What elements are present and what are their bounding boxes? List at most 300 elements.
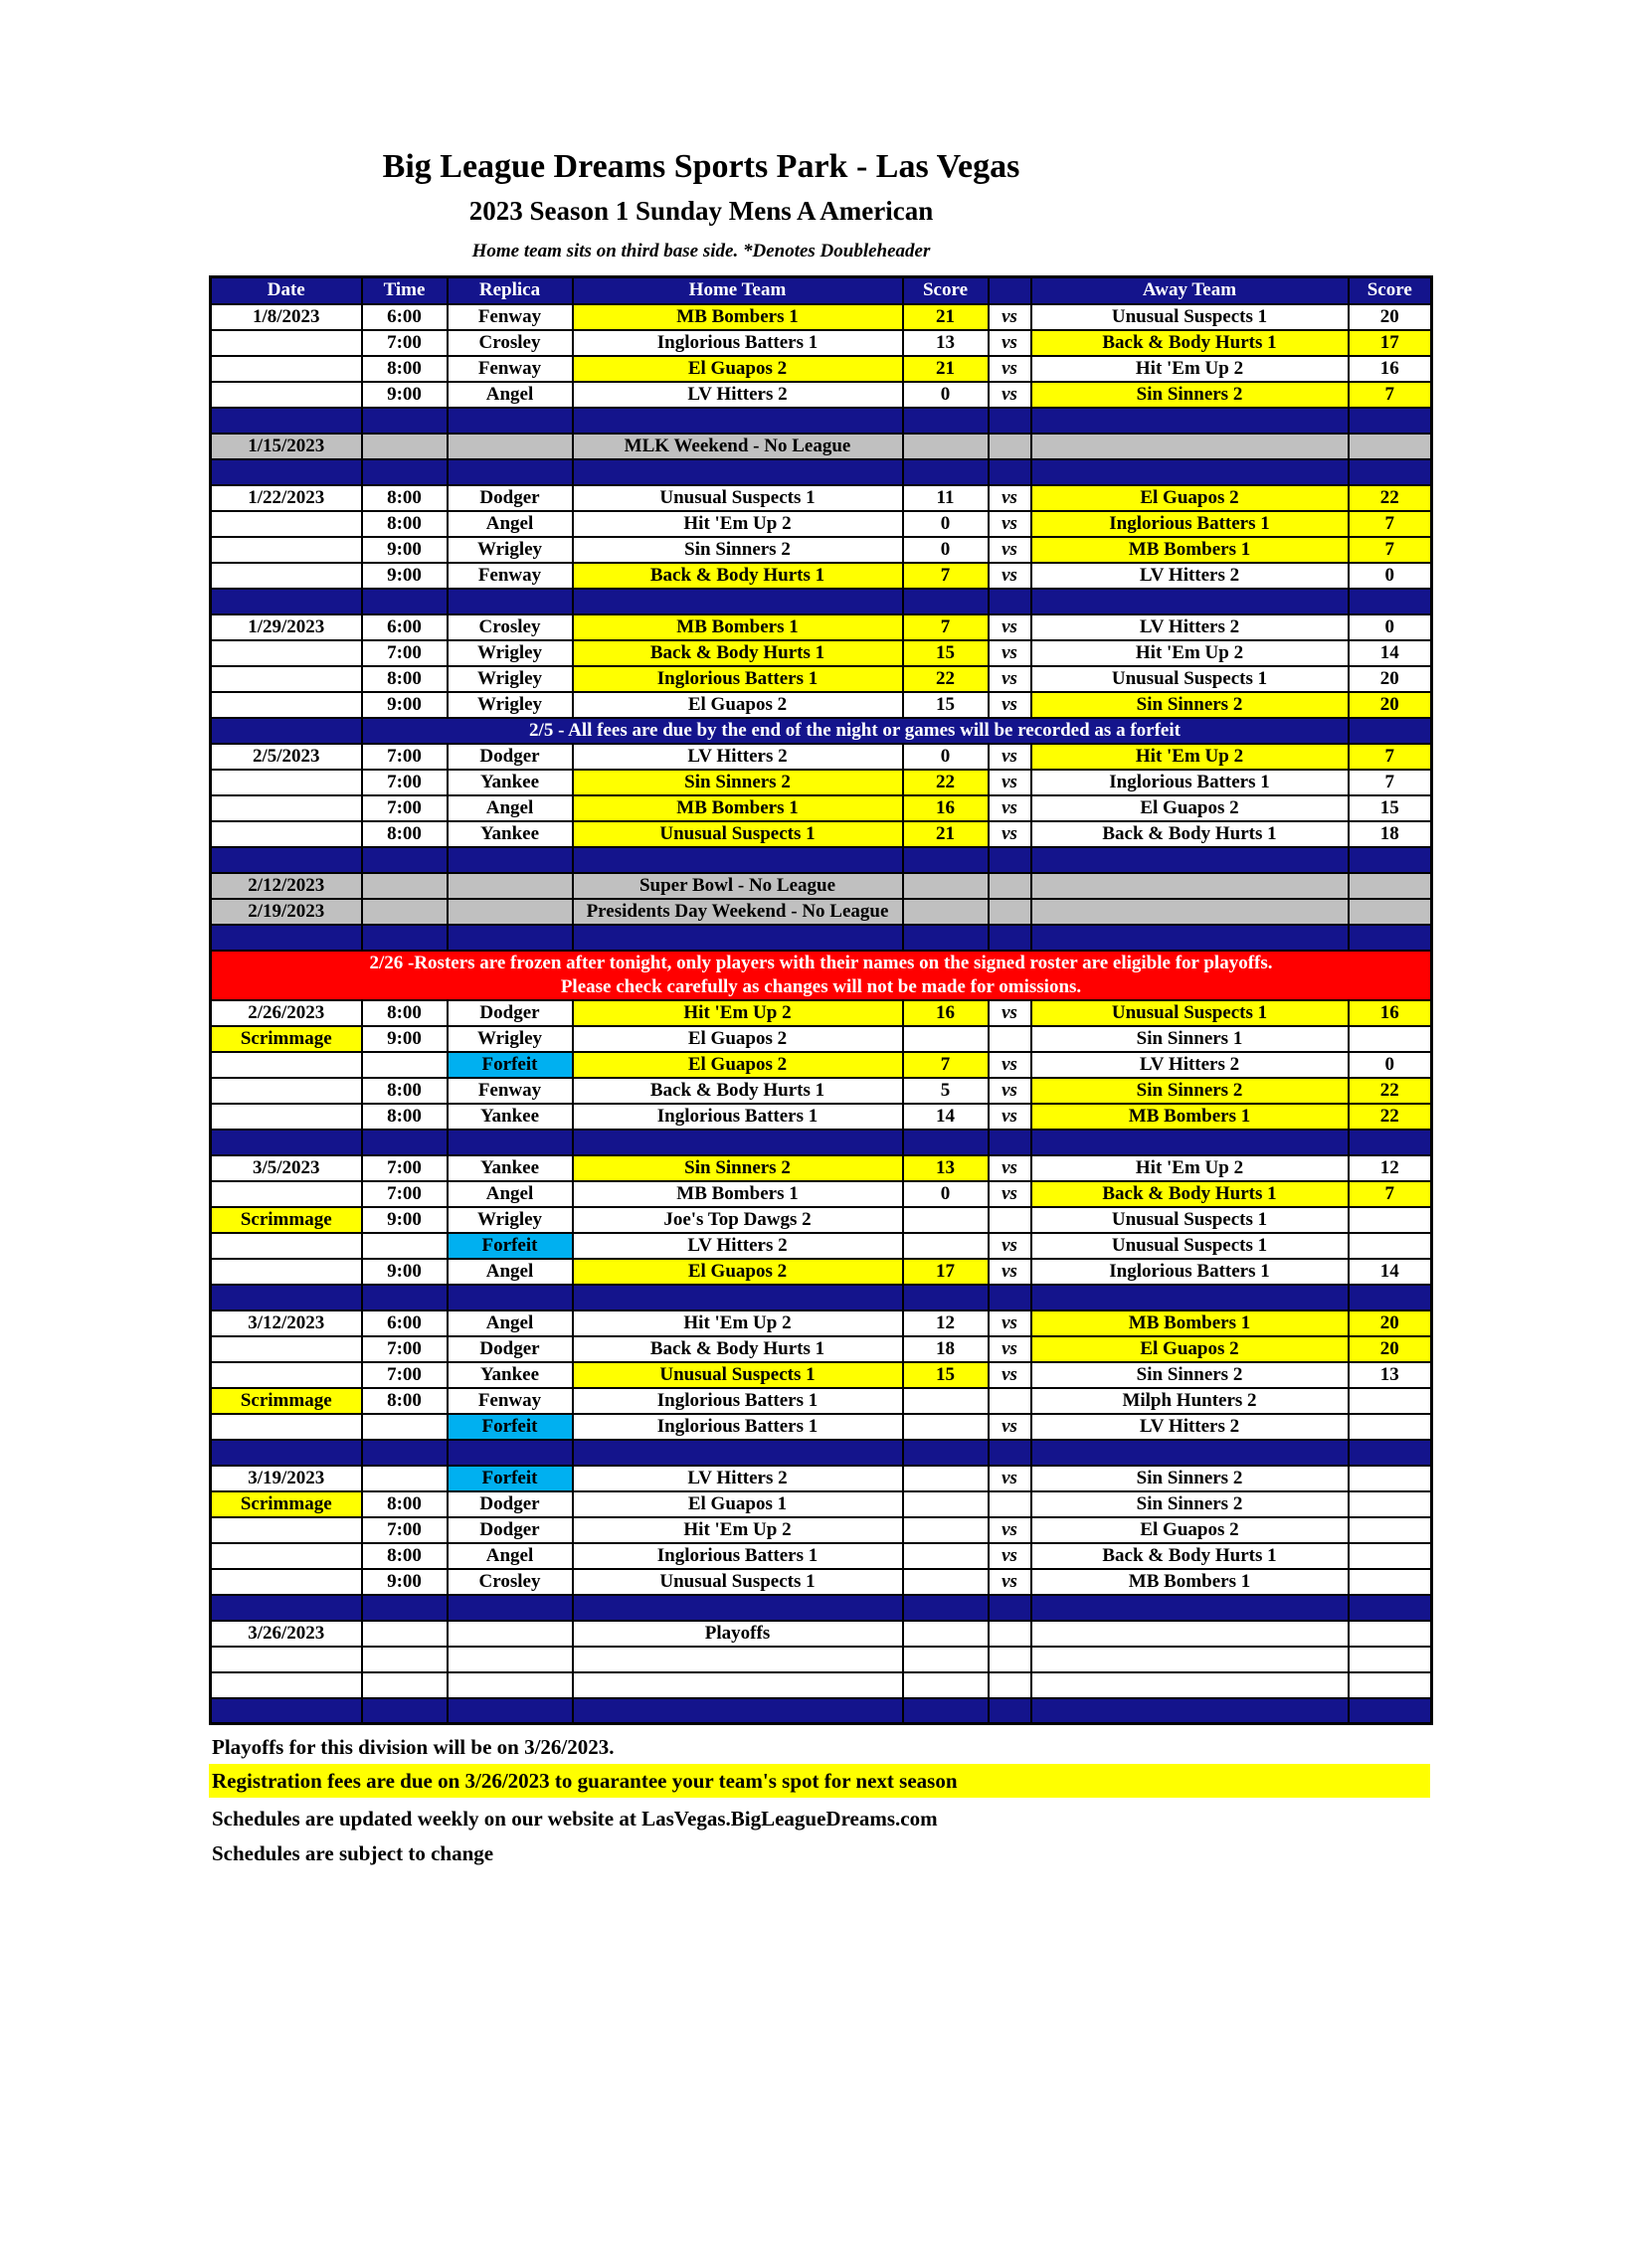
time-cell: 7:00	[362, 330, 448, 356]
replica-cell	[448, 408, 573, 434]
home-score-cell: 22	[903, 666, 989, 692]
time-cell: 7:00	[362, 1181, 448, 1207]
replica-cell: Forfeit	[448, 1466, 573, 1491]
date-cell: 2/26/2023	[211, 1000, 362, 1026]
time-cell: 7:00	[362, 640, 448, 666]
home-team-cell: El Guapos 1	[573, 1491, 903, 1517]
home-score-cell: 7	[903, 614, 989, 640]
time-cell: 8:00	[362, 1543, 448, 1569]
home-team-cell: MB Bombers 1	[573, 795, 903, 821]
home-score-cell	[903, 1130, 989, 1155]
separator-row	[211, 847, 1432, 873]
replica-cell: Crosley	[448, 614, 573, 640]
replica-cell: Yankee	[448, 770, 573, 795]
replica-cell: Dodger	[448, 485, 573, 511]
home-score-cell: 0	[903, 382, 989, 408]
roster-freeze-row	[211, 951, 1432, 1000]
away-team-cell	[1031, 589, 1349, 614]
column-header: Replica	[448, 277, 573, 304]
away-score-cell	[1349, 408, 1432, 434]
vs-cell	[989, 1595, 1031, 1621]
date-cell	[211, 795, 362, 821]
footer	[209, 1735, 1430, 1865]
column-header	[989, 277, 1031, 304]
away-score-cell	[1349, 1207, 1432, 1233]
away-team-cell	[1031, 1440, 1349, 1466]
time-cell: 8:00	[362, 666, 448, 692]
date-cell	[211, 1595, 362, 1621]
date-cell: 1/15/2023	[211, 434, 362, 459]
home-score-cell: 17	[903, 1259, 989, 1285]
home-team-cell: Back & Body Hurts 1	[573, 640, 903, 666]
time-cell	[362, 1440, 448, 1466]
away-score-cell	[1349, 1672, 1432, 1698]
away-team-cell: El Guapos 2	[1031, 1336, 1349, 1362]
game-row	[211, 795, 1432, 821]
date-cell	[211, 1336, 362, 1362]
vs-cell: vs	[989, 1569, 1031, 1595]
away-score-cell	[1349, 1621, 1432, 1647]
home-team-cell: LV Hitters 2	[573, 1233, 903, 1259]
vs-cell: vs	[989, 795, 1031, 821]
vs-cell: vs	[989, 1000, 1031, 1026]
home-score-cell	[903, 1466, 989, 1491]
home-score-cell	[903, 1388, 989, 1414]
vs-cell: vs	[989, 666, 1031, 692]
date-cell	[211, 925, 362, 951]
header-row	[211, 277, 1432, 304]
home-team-cell: El Guapos 2	[573, 692, 903, 718]
vs-cell: vs	[989, 1078, 1031, 1104]
away-team-cell	[1031, 459, 1349, 485]
vs-cell: vs	[989, 1259, 1031, 1285]
away-score-cell	[1349, 434, 1432, 459]
away-score-cell	[1349, 1491, 1432, 1517]
home-score-cell	[903, 1285, 989, 1310]
vs-cell: vs	[989, 304, 1031, 330]
separator-row	[211, 459, 1432, 485]
away-team-cell: Inglorious Batters 1	[1031, 770, 1349, 795]
date-cell	[211, 1698, 362, 1724]
home-score-cell: 13	[903, 330, 989, 356]
away-team-cell: MB Bombers 1	[1031, 1569, 1349, 1595]
home-team-cell: Inglorious Batters 1	[573, 1388, 903, 1414]
date-cell	[211, 1543, 362, 1569]
away-team-cell: LV Hitters 2	[1031, 1414, 1349, 1440]
date-cell	[211, 1130, 362, 1155]
replica-cell: Wrigley	[448, 537, 573, 563]
time-cell: 8:00	[362, 511, 448, 537]
replica-cell	[448, 1130, 573, 1155]
away-score-cell	[1349, 1698, 1432, 1724]
game-row	[211, 821, 1432, 847]
away-score-cell	[1349, 1569, 1432, 1595]
home-score-cell: 21	[903, 304, 989, 330]
replica-cell: Yankee	[448, 1362, 573, 1388]
column-header: Away Team	[1031, 277, 1349, 304]
home-score-cell	[903, 408, 989, 434]
vs-cell: vs	[989, 1414, 1031, 1440]
replica-cell: Forfeit	[448, 1052, 573, 1078]
date-cell	[211, 640, 362, 666]
home-team-cell: El Guapos 2	[573, 1026, 903, 1052]
away-team-cell: El Guapos 2	[1031, 1517, 1349, 1543]
date-cell	[211, 1569, 362, 1595]
vs-cell: vs	[989, 563, 1031, 589]
away-team-cell: Sin Sinners 1	[1031, 1026, 1349, 1052]
date-cell: Scrimmage	[211, 1026, 362, 1052]
home-team-cell	[573, 1595, 903, 1621]
away-score-cell: 0	[1349, 1052, 1432, 1078]
vs-cell: vs	[989, 1336, 1031, 1362]
away-score-cell: 0	[1349, 614, 1432, 640]
home-team-cell: Inglorious Batters 1	[573, 1104, 903, 1130]
time-cell	[362, 589, 448, 614]
replica-cell: Crosley	[448, 1569, 573, 1595]
time-cell: 9:00	[362, 692, 448, 718]
vs-cell: vs	[989, 770, 1031, 795]
home-team-cell: Back & Body Hurts 1	[573, 1336, 903, 1362]
home-score-cell: 15	[903, 640, 989, 666]
away-score-cell: 12	[1349, 1155, 1432, 1181]
vs-cell: vs	[989, 1155, 1031, 1181]
vs-cell: vs	[989, 1104, 1031, 1130]
time-cell: 7:00	[362, 1155, 448, 1181]
date-cell	[211, 692, 362, 718]
home-team-cell	[573, 589, 903, 614]
replica-cell	[448, 925, 573, 951]
replica-cell	[448, 1621, 573, 1647]
date-cell	[211, 847, 362, 873]
separator-row	[211, 589, 1432, 614]
vs-cell: vs	[989, 1052, 1031, 1078]
home-score-cell	[903, 847, 989, 873]
date-cell	[211, 1414, 362, 1440]
game-row	[211, 1181, 1432, 1207]
playoffs-row	[211, 1621, 1432, 1647]
time-cell	[362, 1414, 448, 1440]
replica-cell: Wrigley	[448, 666, 573, 692]
vs-cell: vs	[989, 511, 1031, 537]
away-team-cell: Sin Sinners 2	[1031, 1466, 1349, 1491]
home-team-cell: Sin Sinners 2	[573, 770, 903, 795]
away-score-cell: 22	[1349, 1078, 1432, 1104]
home-score-cell	[903, 589, 989, 614]
home-score-cell	[903, 1543, 989, 1569]
vs-cell	[989, 925, 1031, 951]
time-cell: 9:00	[362, 1207, 448, 1233]
time-cell: 7:00	[362, 770, 448, 795]
home-team-cell: LV Hitters 2	[573, 1466, 903, 1491]
date-cell: 3/5/2023	[211, 1155, 362, 1181]
away-score-cell	[1349, 1543, 1432, 1569]
date-cell: 2/5/2023	[211, 744, 362, 770]
replica-cell: Angel	[448, 511, 573, 537]
vs-cell: vs	[989, 1362, 1031, 1388]
notice-row	[211, 718, 1432, 744]
home-team-cell	[573, 459, 903, 485]
replica-cell: Angel	[448, 382, 573, 408]
away-score-cell	[1349, 925, 1432, 951]
date-cell: 3/26/2023	[211, 1621, 362, 1647]
away-score-cell: 7	[1349, 382, 1432, 408]
page-note: Home team sits on third base side. *Denotes Doubleheader	[471, 241, 931, 262]
vs-cell	[989, 1207, 1031, 1233]
event-label-cell: Presidents Day Weekend - No League	[573, 899, 903, 925]
home-score-cell: 12	[903, 1310, 989, 1336]
home-team-cell: Unusual Suspects 1	[573, 1569, 903, 1595]
date-cell: 2/19/2023	[211, 899, 362, 925]
away-team-cell	[1031, 434, 1349, 459]
footer-playoffs-note: Playoffs for this division will be on 3/26/2023.	[212, 1735, 615, 1759]
away-team-cell	[1031, 1698, 1349, 1724]
time-cell	[362, 1698, 448, 1724]
replica-cell	[448, 1698, 573, 1724]
vs-cell	[989, 1285, 1031, 1310]
time-cell: 9:00	[362, 1259, 448, 1285]
replica-cell	[448, 1285, 573, 1310]
home-score-cell: 7	[903, 563, 989, 589]
time-cell: 8:00	[362, 1078, 448, 1104]
away-score-cell	[1349, 1388, 1432, 1414]
date-cell: 3/12/2023	[211, 1310, 362, 1336]
replica-cell: Dodger	[448, 1517, 573, 1543]
time-cell	[362, 847, 448, 873]
home-team-cell	[573, 408, 903, 434]
away-team-cell: Back & Body Hurts 1	[1031, 1543, 1349, 1569]
date-cell: 1/29/2023	[211, 614, 362, 640]
away-score-cell	[1349, 1026, 1432, 1052]
away-score-cell: 16	[1349, 356, 1432, 382]
vs-cell: vs	[989, 1233, 1031, 1259]
home-score-cell	[903, 434, 989, 459]
away-score-cell: 7	[1349, 537, 1432, 563]
home-team-cell	[573, 1647, 903, 1672]
column-header: Time	[362, 277, 448, 304]
vs-cell	[989, 1026, 1031, 1052]
away-team-cell	[1031, 408, 1349, 434]
game-row	[211, 537, 1432, 563]
vs-cell	[989, 1440, 1031, 1466]
vs-cell	[989, 434, 1031, 459]
home-score-cell: 16	[903, 795, 989, 821]
away-team-cell	[1031, 1672, 1349, 1698]
away-team-cell: Hit 'Em Up 2	[1031, 356, 1349, 382]
vs-cell	[989, 459, 1031, 485]
time-cell	[362, 434, 448, 459]
time-cell	[362, 899, 448, 925]
game-row	[211, 382, 1432, 408]
time-cell: 9:00	[362, 563, 448, 589]
footer-subject-to-change-note: Schedules are subject to change	[212, 1841, 494, 1865]
away-team-cell: Back & Body Hurts 1	[1031, 330, 1349, 356]
replica-cell	[448, 847, 573, 873]
home-team-cell: Sin Sinners 2	[573, 1155, 903, 1181]
home-team-cell: Back & Body Hurts 1	[573, 1078, 903, 1104]
home-score-cell: 16	[903, 1000, 989, 1026]
game-row	[211, 1491, 1432, 1517]
away-score-cell	[1349, 1285, 1432, 1310]
time-cell	[362, 1466, 448, 1491]
home-score-cell: 13	[903, 1155, 989, 1181]
date-cell	[211, 718, 362, 744]
page-title: Big League Dreams Sports Park - Las Vegas	[382, 148, 1020, 185]
away-score-cell	[1349, 1233, 1432, 1259]
game-row	[211, 304, 1432, 330]
replica-cell	[448, 459, 573, 485]
date-cell	[211, 330, 362, 356]
away-score-cell: 14	[1349, 640, 1432, 666]
away-team-cell	[1031, 1130, 1349, 1155]
home-score-cell: 0	[903, 537, 989, 563]
home-team-cell: El Guapos 2	[573, 1052, 903, 1078]
away-team-cell: El Guapos 2	[1031, 795, 1349, 821]
separator-row	[211, 1698, 1432, 1724]
away-team-cell	[1031, 1285, 1349, 1310]
vs-cell: vs	[989, 382, 1031, 408]
away-team-cell: Sin Sinners 2	[1031, 1362, 1349, 1388]
home-score-cell: 15	[903, 1362, 989, 1388]
vs-cell: vs	[989, 692, 1031, 718]
home-team-cell: LV Hitters 2	[573, 744, 903, 770]
separator-row	[211, 925, 1432, 951]
date-cell	[211, 821, 362, 847]
column-header: Date	[211, 277, 362, 304]
home-score-cell: 15	[903, 692, 989, 718]
game-row	[211, 744, 1432, 770]
away-team-cell: Sin Sinners 2	[1031, 1078, 1349, 1104]
time-cell: 8:00	[362, 1104, 448, 1130]
replica-cell	[448, 1440, 573, 1466]
home-score-cell: 0	[903, 511, 989, 537]
event-label-cell: Super Bowl - No League	[573, 873, 903, 899]
replica-cell	[448, 589, 573, 614]
date-cell	[211, 537, 362, 563]
home-score-cell	[903, 459, 989, 485]
replica-cell: Dodger	[448, 1000, 573, 1026]
time-cell: 7:00	[362, 1517, 448, 1543]
away-score-cell: 14	[1349, 1259, 1432, 1285]
replica-cell	[448, 1647, 573, 1672]
replica-cell: Wrigley	[448, 1207, 573, 1233]
vs-cell	[989, 1698, 1031, 1724]
vs-cell: vs	[989, 356, 1031, 382]
home-score-cell	[903, 1517, 989, 1543]
column-header: Score	[903, 277, 989, 304]
away-team-cell: Unusual Suspects 1	[1031, 1233, 1349, 1259]
home-team-cell: LV Hitters 2	[573, 382, 903, 408]
away-team-cell: Inglorious Batters 1	[1031, 1259, 1349, 1285]
time-cell: 7:00	[362, 795, 448, 821]
replica-cell	[448, 1672, 573, 1698]
home-score-cell: 21	[903, 821, 989, 847]
time-cell	[362, 1130, 448, 1155]
time-cell	[362, 459, 448, 485]
home-team-cell: Inglorious Batters 1	[573, 666, 903, 692]
vs-cell: vs	[989, 614, 1031, 640]
time-cell: 6:00	[362, 614, 448, 640]
away-score-cell: 7	[1349, 511, 1432, 537]
home-team-cell: Unusual Suspects 1	[573, 821, 903, 847]
away-score-cell: 18	[1349, 821, 1432, 847]
replica-cell: Dodger	[448, 1336, 573, 1362]
home-team-cell: Hit 'Em Up 2	[573, 1000, 903, 1026]
replica-cell: Dodger	[448, 1491, 573, 1517]
date-cell	[211, 589, 362, 614]
time-cell: 7:00	[362, 1336, 448, 1362]
away-team-cell	[1031, 847, 1349, 873]
footer-website-note: Schedules are updated weekly on our website at LasVegas.BigLeagueDreams.com	[212, 1807, 938, 1831]
page-subtitle: 2023 Season 1 Sunday Mens A American	[468, 196, 934, 226]
away-score-cell	[1349, 1595, 1432, 1621]
footer-registration-note: Registration fees are due on 3/26/2023 to guarantee your team's spot for next season	[209, 1764, 1430, 1798]
event-row	[211, 434, 1432, 459]
home-team-cell	[573, 847, 903, 873]
vs-cell	[989, 1672, 1031, 1698]
vs-cell: vs	[989, 744, 1031, 770]
date-cell	[211, 1285, 362, 1310]
separator-row	[211, 1285, 1432, 1310]
home-score-cell	[903, 899, 989, 925]
home-score-cell	[903, 1207, 989, 1233]
date-cell	[211, 511, 362, 537]
away-team-cell: Back & Body Hurts 1	[1031, 1181, 1349, 1207]
replica-cell: Fenway	[448, 563, 573, 589]
home-team-cell: El Guapos 2	[573, 356, 903, 382]
home-score-cell: 22	[903, 770, 989, 795]
home-score-cell	[903, 1233, 989, 1259]
replica-cell: Wrigley	[448, 1026, 573, 1052]
vs-cell	[989, 899, 1031, 925]
home-team-cell: MB Bombers 1	[573, 614, 903, 640]
date-cell: Scrimmage	[211, 1388, 362, 1414]
home-team-cell	[573, 1285, 903, 1310]
time-cell	[362, 1052, 448, 1078]
roster-notice-cell	[211, 951, 1432, 1000]
date-cell	[211, 1362, 362, 1388]
time-cell	[362, 873, 448, 899]
replica-cell: Wrigley	[448, 692, 573, 718]
vs-cell	[989, 1388, 1031, 1414]
home-team-cell: Inglorious Batters 1	[573, 1414, 903, 1440]
time-cell: 9:00	[362, 382, 448, 408]
home-team-cell: Unusual Suspects 1	[573, 1362, 903, 1388]
date-cell: 1/22/2023	[211, 485, 362, 511]
column-header: Home Team	[573, 277, 903, 304]
game-row	[211, 485, 1432, 511]
away-team-cell: MB Bombers 1	[1031, 1310, 1349, 1336]
time-cell	[362, 1672, 448, 1698]
away-score-cell: 7	[1349, 744, 1432, 770]
replica-cell: Fenway	[448, 1078, 573, 1104]
separator-row	[211, 408, 1432, 434]
page-heading	[209, 147, 1193, 262]
home-score-cell	[903, 1414, 989, 1440]
date-cell	[211, 356, 362, 382]
time-cell: 9:00	[362, 1569, 448, 1595]
replica-cell: Angel	[448, 1259, 573, 1285]
away-team-cell	[1031, 1647, 1349, 1672]
away-team-cell	[1031, 1621, 1349, 1647]
game-row	[211, 1104, 1432, 1130]
away-team-cell: Unusual Suspects 1	[1031, 1207, 1349, 1233]
away-team-cell	[1031, 1595, 1349, 1621]
vs-cell	[989, 1130, 1031, 1155]
time-cell: 8:00	[362, 821, 448, 847]
time-cell: 7:00	[362, 744, 448, 770]
home-team-cell: El Guapos 2	[573, 1259, 903, 1285]
away-score-cell: 7	[1349, 770, 1432, 795]
